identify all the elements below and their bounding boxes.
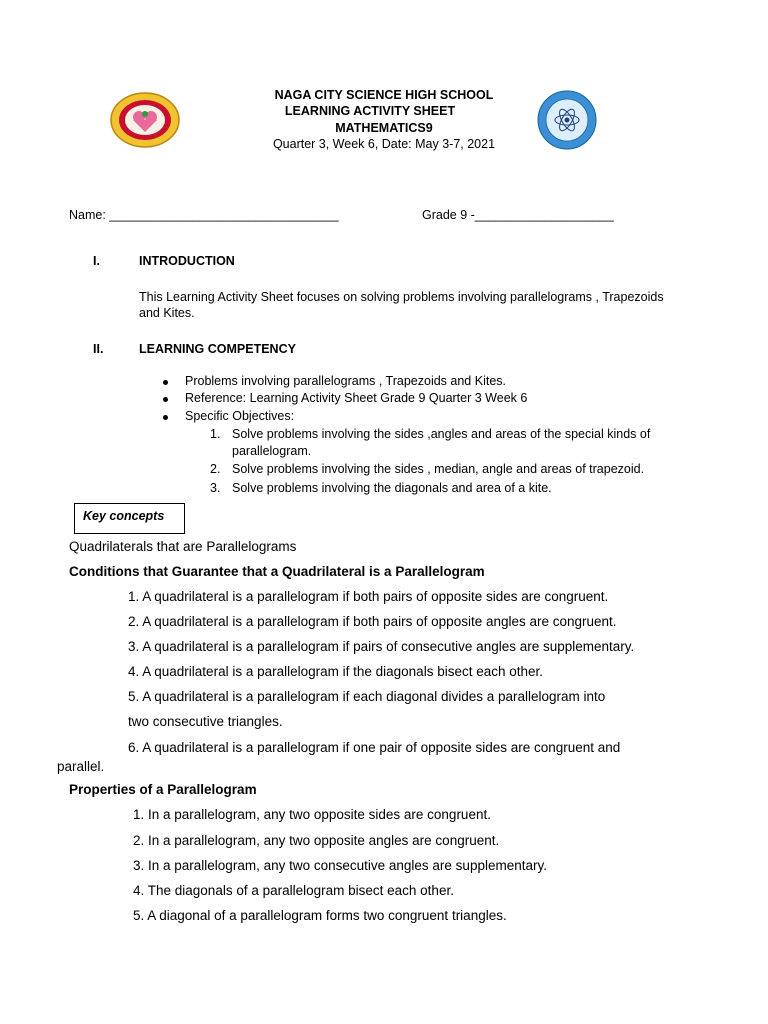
- quarter-date: Quarter 3, Week 6, Date: May 3-7, 2021: [272, 137, 496, 151]
- objective-3: Solve problems involving the diagonals and area of a kite.: [232, 481, 552, 495]
- condition-4: 4. A quadrilateral is a parallelogram if the diagonals bisect each other.: [128, 664, 544, 679]
- property-1: 1. In a parallelogram, any two opposite sides are congruent.: [133, 807, 491, 822]
- section-title-competency: LEARNING COMPETENCY: [139, 342, 296, 356]
- grade-field: Grade 9 -____________________: [422, 208, 614, 222]
- bullet-icon: [163, 380, 168, 385]
- sheet-title: LEARNING ACTIVITY SHEET: [284, 104, 456, 118]
- property-2: 2. In a parallelogram, any two opposite angles are congruent.: [133, 833, 500, 848]
- objective-2: Solve problems involving the sides , median, angle and areas of trapezoid.: [232, 462, 645, 476]
- objective-1-line1: Solve problems involving the sides ,angles and areas of the special kinds of: [232, 427, 651, 441]
- objective-1-line2: parallelogram.: [232, 444, 312, 458]
- bullet-item-1: Problems involving parallelograms , Trapezoids and Kites.: [185, 374, 506, 388]
- bullet-item-3: Specific Objectives:: [185, 409, 295, 423]
- intro-text-line1: This Learning Activity Sheet focuses on solving problems involving parallelograms , Trapezoids: [139, 290, 664, 304]
- subject-title: MATHEMATICS9: [335, 121, 433, 135]
- bullet-item-2: Reference: Learning Activity Sheet Grade 9 Quarter 3 Week 6: [185, 391, 528, 405]
- name-field: Name: _________________________________: [69, 208, 339, 222]
- condition-1: 1. A quadrilateral is a parallelogram if both pairs of opposite sides are congruent.: [128, 589, 609, 604]
- section-num-2: II.: [93, 342, 104, 356]
- property-3: 3. In a parallelogram, any two consecutive angles are supplementary.: [133, 858, 547, 873]
- section-title-introduction: INTRODUCTION: [139, 254, 235, 268]
- objective-2-num: 2.: [210, 462, 221, 476]
- section-num-1: I.: [93, 254, 100, 268]
- condition-5-line1: 5. A quadrilateral is a parallelogram if each diagonal divides a parallelogram into: [128, 689, 606, 704]
- condition-6-line1: 6. A quadrilateral is a parallelogram if one pair of opposite sides are congruent and: [128, 740, 621, 755]
- intro-text-line2: and Kites.: [139, 306, 195, 320]
- condition-2: 2. A quadrilateral is a parallelogram if both pairs of opposite angles are congruent.: [128, 614, 617, 629]
- objective-1-num: 1.: [210, 427, 221, 441]
- key-concepts-label: Key concepts: [83, 509, 165, 523]
- heading-properties: Properties of a Parallelogram: [69, 782, 257, 797]
- property-5: 5. A diagonal of a parallelogram forms two congruent triangles.: [133, 908, 507, 923]
- condition-3: 3. A quadrilateral is a parallelogram if pairs of consecutive angles are supplementary.: [128, 639, 635, 654]
- school-name: NAGA CITY SCIENCE HIGH SCHOOL: [274, 88, 494, 102]
- bullet-icon: [163, 397, 168, 402]
- condition-6-line2: parallel.: [57, 759, 105, 774]
- condition-5-line2: two consecutive triangles.: [128, 714, 283, 729]
- bullet-icon: [163, 415, 168, 420]
- property-4: 4. The diagonals of a parallelogram bisect each other.: [133, 883, 454, 898]
- objective-3-num: 3.: [210, 481, 221, 495]
- heading-conditions: Conditions that Guarantee that a Quadrilateral is a Parallelogram: [69, 564, 485, 579]
- heading-quadrilaterals: Quadrilaterals that are Parallelograms: [69, 539, 297, 554]
